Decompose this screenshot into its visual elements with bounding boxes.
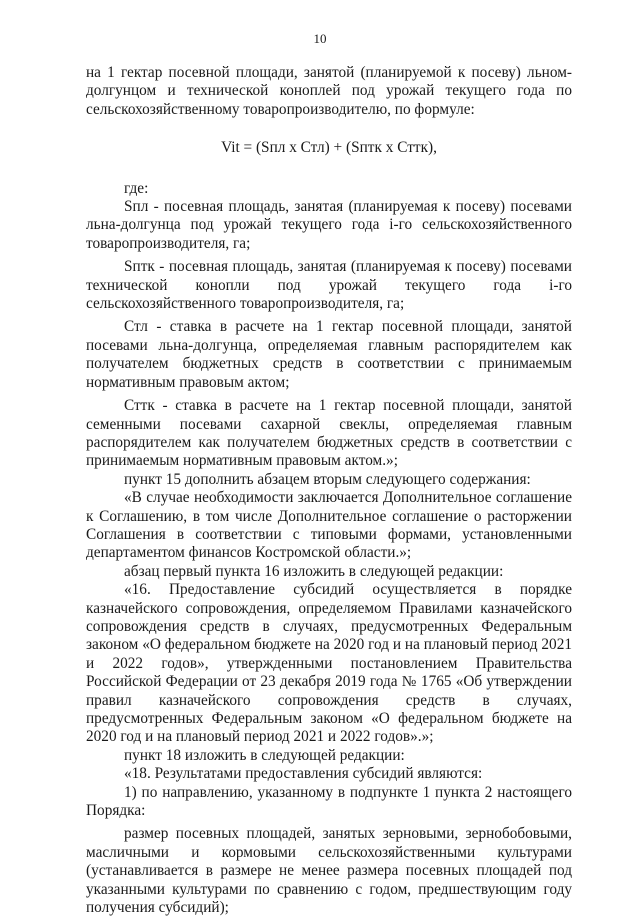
paragraph: абзац первый пункта 16 изложить в следующей редакции: [124,562,504,580]
paragraph: «18. Результатами предоставления субсидий являются: [124,765,483,783]
page-number: 10 [313,31,327,46]
paragraph: 1) по направлению, указанному в подпункте 1 пункта 2 настоящего Порядка: [86,783,572,820]
paragraph: Sпл - посевная площадь, занятая (планируемая к посеву) посевами льна-долгунца под урожай текущего года i-го сельскохозяйственного товаропроизводителя, га; [86,198,572,252]
paragraph: «16. Предоставление субсидий осуществляется в порядке казначейского сопровождения, определяемом Правилами казначейского сопровождения средств в случаях, предусмотренных Федеральным законом «О федеральном бюджете на 2020 год и на плановый период 2021 и 2022 годов», утвержденными постановлением Правительства Российской Федерации от 23 декабря 2019 года № 1765 «Об утверждении правил казначейского сопровождения средств в случаях, предусмотренных Федеральным законом «О федеральном бюджете на 2020 год и на плановый период 2021 и 2022 годов».»; [86,581,572,746]
paragraph: Стл - ставка в расчете на 1 гектар посевной площади, занятой посевами льна-долгунца, определяемая главным распорядителем как получателем бюджетных средств в соответствии с принимаемым нормативным правовым актом; [86,318,572,391]
paragraph: пункт 18 изложить в следующей редакции: [124,746,405,764]
paragraph: где: [124,179,149,197]
document-body [86,64,572,917]
paragraph: на 1 гектар посевной площади, занятой (планируемой к посеву) льном-долгунцом и технической коноплей под урожай текущего года по сельскохозяйственному товаропроизводителю, по формуле: [86,64,572,118]
paragraph: «В случае необходимости заключается Дополнительное соглашение к Соглашению, в том числе Дополнительное соглашение о расторжении Соглашения в соответствии с типовыми формами, установленными департаментом финансов Костромской области.»; [86,489,572,562]
formula: Vit = (Sпл x Стл) + (Sптк x Сттк), [221,139,437,157]
paragraph: пункт 15 дополнить абзацем вторым следующего содержания: [124,470,531,488]
paragraph: размер посевных площадей, занятых зерновыми, зернобобовыми, масличными и кормовыми сельскохозяйственными культурами (устанавливается в размере не менее размера посевных площадей под указанными культурами по сравнению с годом, предшествующим году получения субсидий); [86,825,572,917]
paragraph: Сттк - ставка в расчете на 1 гектар посевной площади, занятой семенными посевами сахарной свеклы, определяемая главным распорядителем как получателем бюджетных средств в соответствии с принимаемым нормативным правовым актом.»; [86,397,572,470]
paragraph: Sптк - посевная площадь, занятая (планируемая к посеву) посевами технической конопли под урожай текущего года i-го сельскохозяйственного товаропроизводителя, га; [86,258,572,313]
